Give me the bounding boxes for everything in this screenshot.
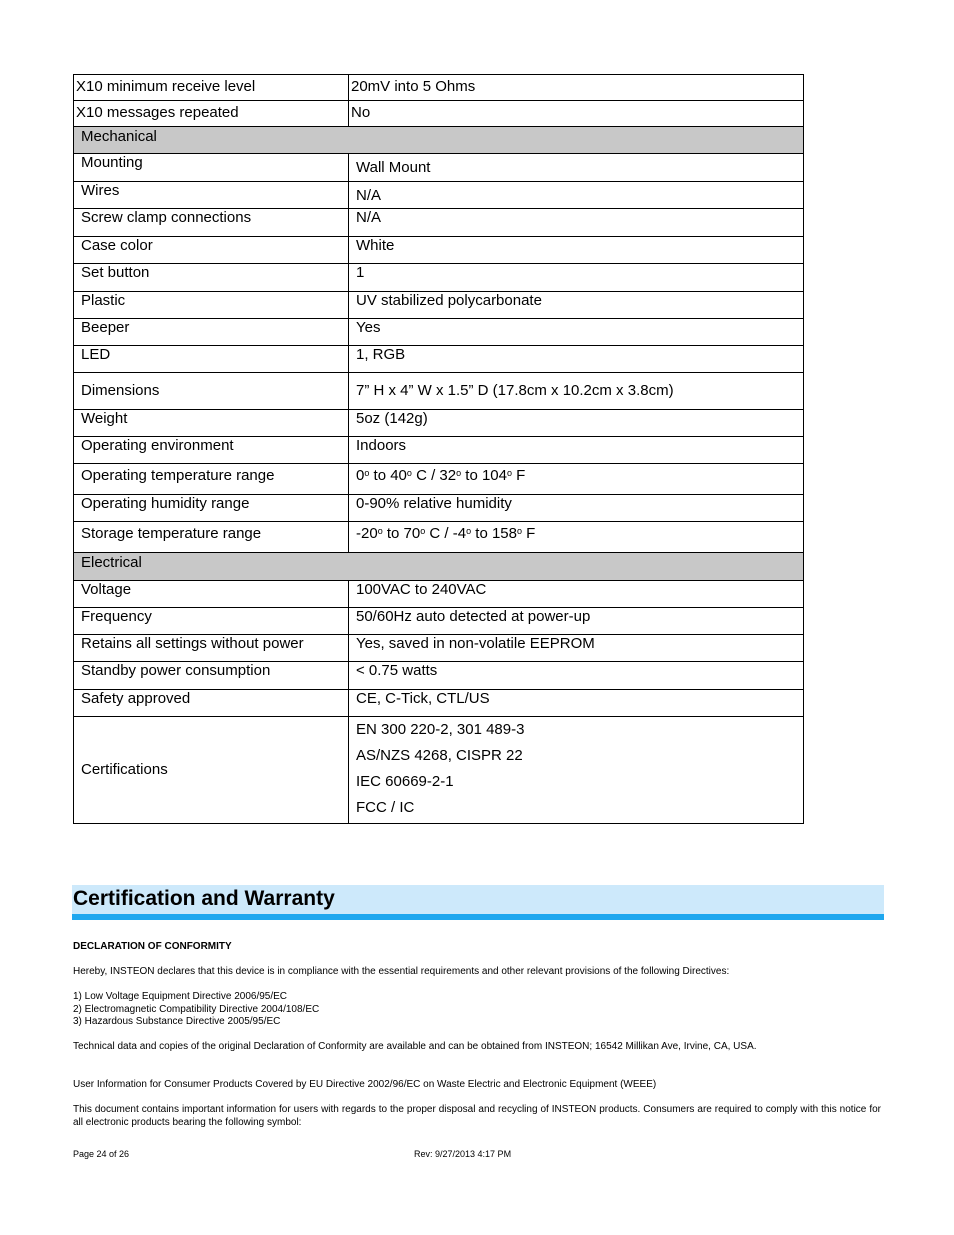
degree-symbol: o <box>456 468 462 478</box>
declaration-intro: Hereby, INSTEON declares that this device is in compliance with the essential requirements and other relevant provisions of the following Directives: <box>73 966 730 977</box>
spec-value: 0-90% relative humidity <box>349 495 804 522</box>
spec-value: Indoors <box>349 437 804 464</box>
certification-item: IEC 60669-2-1 <box>356 773 454 790</box>
spec-label: Set button <box>74 264 349 292</box>
spec-label: Weight <box>74 410 349 437</box>
value-text: to 70 <box>382 525 421 542</box>
revision-date: Rev: 9/27/2013 4:17 PM <box>414 1149 512 1159</box>
spec-value: No <box>349 101 804 127</box>
spec-value <box>349 522 804 553</box>
section-row <box>74 553 804 581</box>
spec-label: X10 minimum receive level <box>74 75 349 101</box>
table-row <box>74 464 804 495</box>
spec-label: Frequency <box>74 608 349 635</box>
table-row <box>74 319 804 346</box>
section-label: Electrical <box>74 553 804 581</box>
table-row <box>74 75 804 101</box>
spec-value: N/A <box>349 209 804 237</box>
value-text: F <box>512 467 526 484</box>
degree-symbol: o <box>466 526 472 536</box>
specifications-table <box>73 74 804 824</box>
table-row <box>74 292 804 319</box>
spec-label: Screw clamp connections <box>74 209 349 237</box>
table-row <box>74 437 804 464</box>
table-row <box>74 182 804 209</box>
section-heading: Certification and Warranty <box>72 885 884 920</box>
certification-item: EN 300 220-2, 301 489-3 <box>356 721 525 738</box>
spec-label: Standby power consumption <box>74 662 349 690</box>
spec-value: Wall Mount <box>349 154 804 182</box>
spec-label: Operating humidity range <box>74 495 349 522</box>
spec-value: 100VAC to 240VAC <box>349 581 804 608</box>
table-row <box>74 101 804 127</box>
weee-title: User Information for Consumer Products Covered by EU Directive 2002/96/EC on Waste Electric and Electronic Equipment (WEEE) <box>73 1079 657 1090</box>
weee-body: This document contains important information for users with regards to the proper disposal and recycling of INSTEON products. Consumers are required to comply with this notice for all electronic products bearing the following symbol: <box>73 1104 881 1128</box>
declaration-title: DECLARATION OF CONFORMITY <box>73 941 232 952</box>
spec-label: Beeper <box>74 319 349 346</box>
value-text: C / -4 <box>425 525 467 542</box>
table-row <box>74 237 804 264</box>
spec-label: Plastic <box>74 292 349 319</box>
value-text: C / 32 <box>411 467 457 484</box>
certification-item: AS/NZS 4268, CISPR 22 <box>356 747 523 764</box>
spec-label: Case color <box>74 237 349 264</box>
degree-symbol: o <box>420 526 426 536</box>
value-text: to 104 <box>461 467 507 484</box>
table-row <box>74 635 804 662</box>
spec-value: UV stabilized polycarbonate <box>349 292 804 319</box>
table-row <box>74 662 804 690</box>
technical-data-note: Technical data and copies of the original Declaration of Conformity are available and can be obtained from INSTEON; 16542 Millikan Ave, Irvine, CA, USA. <box>73 1041 757 1052</box>
degree-symbol: o <box>377 526 383 536</box>
section-row <box>74 127 804 154</box>
table-row <box>74 373 804 410</box>
certification-item: FCC / IC <box>356 799 415 816</box>
directive-item: 1) Low Voltage Equipment Directive 2006/95/EC <box>73 991 288 1002</box>
spec-value: CE, C-Tick, CTL/US <box>349 690 804 717</box>
table-row <box>74 608 804 635</box>
spec-value: < 0.75 watts <box>349 662 804 690</box>
degree-symbol: o <box>406 468 412 478</box>
spec-value: Yes <box>349 319 804 346</box>
table-row <box>74 581 804 608</box>
value-text: to 158 <box>471 525 517 542</box>
spec-label: Voltage <box>74 581 349 608</box>
spec-value: N/A <box>349 182 804 209</box>
spec-label: Retains all settings without power <box>74 635 349 662</box>
spec-value: 1 <box>349 264 804 292</box>
value-text: F <box>522 525 536 542</box>
table-row <box>74 717 804 824</box>
spec-label: Certifications <box>74 717 349 824</box>
spec-label: Storage temperature range <box>74 522 349 553</box>
table-row <box>74 264 804 292</box>
spec-value: 5oz (142g) <box>349 410 804 437</box>
spec-value: White <box>349 237 804 264</box>
table-row <box>74 495 804 522</box>
table-row <box>74 209 804 237</box>
spec-label: Safety approved <box>74 690 349 717</box>
spec-label: Operating environment <box>74 437 349 464</box>
spec-label: Operating temperature range <box>74 464 349 495</box>
table-row <box>74 522 804 553</box>
section-label: Mechanical <box>74 127 804 154</box>
value-text: 0 <box>356 467 365 484</box>
directive-item: 3) Hazardous Substance Directive 2005/95/EC <box>73 1016 281 1027</box>
spec-label: LED <box>74 346 349 373</box>
table-row <box>74 154 804 182</box>
spec-value: 1, RGB <box>349 346 804 373</box>
spec-label: X10 messages repeated <box>74 101 349 127</box>
table-row <box>74 346 804 373</box>
directive-list <box>73 991 881 1029</box>
spec-value: 50/60Hz auto detected at power-up <box>349 608 804 635</box>
spec-value <box>349 464 804 495</box>
degree-symbol: o <box>364 468 370 478</box>
spec-label: Mounting <box>74 154 349 182</box>
degree-symbol: o <box>516 526 522 536</box>
page-number: Page 24 of 26 <box>73 1149 130 1159</box>
value-text: -20 <box>356 525 378 542</box>
spec-label: Dimensions <box>74 373 349 410</box>
value-text: to 40 <box>369 467 407 484</box>
degree-symbol: o <box>506 468 512 478</box>
spec-value: 20mV into 5 Ohms <box>349 75 804 101</box>
spec-value <box>349 717 804 824</box>
spec-value: 7” H x 4” W x 1.5” D (17.8cm x 10.2cm x 3.8cm) <box>349 373 804 410</box>
table-row <box>74 410 804 437</box>
spec-value: Yes, saved in non-volatile EEPROM <box>349 635 804 662</box>
spec-label: Wires <box>74 182 349 209</box>
table-row <box>74 690 804 717</box>
directive-item: 2) Electromagnetic Compatibility Directive 2004/108/EC <box>73 1003 320 1015</box>
